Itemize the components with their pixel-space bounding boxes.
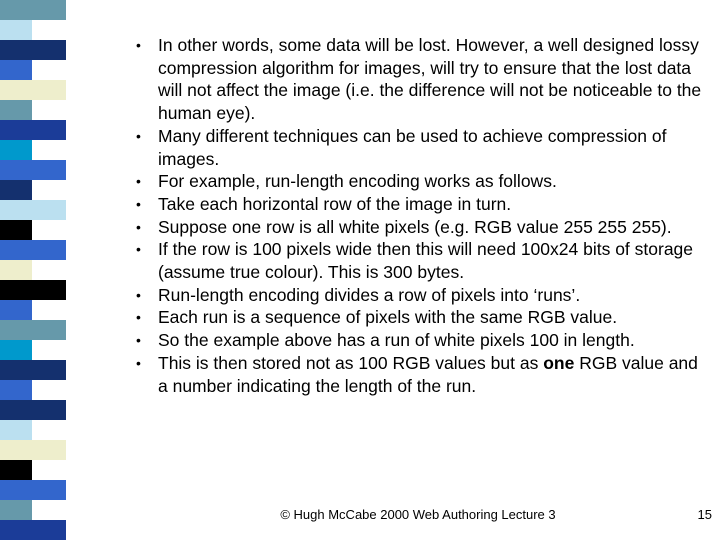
stripe-block — [0, 100, 32, 120]
stripe-segment — [0, 420, 66, 440]
stripe-block — [0, 440, 66, 460]
bullet-text: Many different techniques can be used to achieve compression of images. — [158, 125, 667, 169]
stripe-segment — [0, 80, 66, 100]
bullet-text: In other words, some data will be lost. However, a well designed lossy compression algorithm for images, will try to ensure that the lost data will not affect the image (i.e. the difference will not be noticeable to the human eye). — [158, 35, 702, 124]
stripe-block — [0, 80, 66, 100]
stripe-segment — [0, 200, 66, 220]
stripe-block — [0, 160, 66, 180]
stripe-block — [0, 300, 32, 320]
stripe-segment — [0, 520, 66, 540]
stripe-segment — [0, 300, 66, 320]
stripe-block — [0, 60, 32, 80]
stripe-block — [0, 260, 32, 280]
stripe-block — [0, 400, 66, 420]
bullet-text: So the example above has a run of white pixels 100 in length. — [158, 330, 635, 351]
stripe-segment — [0, 140, 66, 160]
bullet-text: Take each horizontal row of the image in turn. — [158, 193, 512, 214]
bullet-item — [134, 193, 706, 216]
bullet-text: Suppose one row is all white pixels (e.g. RGB value 255 255 255). — [158, 216, 672, 237]
bullet-icon: • — [136, 173, 141, 190]
stripe-segment — [0, 440, 66, 460]
bullet-item — [134, 170, 706, 193]
bullet-icon: • — [136, 195, 141, 212]
bullet-text: If the row is 100 pixels wide then this will need 100x24 bits of storage (assume true colour). This is 300 bytes. — [158, 239, 694, 283]
stripe-block — [0, 20, 32, 40]
bullet-item — [134, 216, 706, 239]
stripe-block — [0, 280, 66, 300]
stripe-block — [0, 240, 66, 260]
bullet-item — [134, 352, 706, 397]
stripe-segment — [0, 40, 66, 60]
bullet-text: Each run is a sequence of pixels with the same RGB value. — [158, 307, 618, 328]
bullet-text: For example, run-length encoding works as follows. — [158, 171, 557, 192]
stripe-segment — [0, 20, 66, 40]
stripe-segment — [0, 100, 66, 120]
bullet-text-before: This is then stored not as 100 RGB values but as — [158, 352, 544, 373]
stripe-block — [0, 460, 32, 480]
bullet-icon: • — [136, 286, 141, 303]
bullet-text: Run-length encoding divides a row of pixels into ‘runs’. — [158, 284, 581, 305]
bullet-item — [134, 125, 706, 170]
stripe-segment — [0, 60, 66, 80]
stripe-block — [0, 420, 32, 440]
bullet-item — [134, 306, 706, 329]
bullet-icon: • — [136, 332, 141, 349]
stripe-block — [0, 180, 32, 200]
stripe-segment — [0, 460, 66, 480]
stripe-segment — [0, 180, 66, 200]
bullet-item — [134, 329, 706, 352]
stripe-block — [0, 360, 66, 380]
stripe-segment — [0, 400, 66, 420]
stripe-segment — [0, 120, 66, 140]
stripe-block — [0, 380, 32, 400]
stripe-segment — [0, 220, 66, 240]
slide-bullet-list — [134, 34, 706, 397]
stripe-block — [0, 140, 32, 160]
stripe-segment — [0, 240, 66, 260]
page-number: 15 — [697, 507, 712, 522]
bullet-item — [134, 284, 706, 307]
stripe-block — [0, 120, 66, 140]
bullet-icon: • — [136, 309, 141, 326]
bullet-icon: • — [136, 37, 141, 53]
stripe-segment — [0, 380, 66, 400]
bullet-item — [134, 238, 706, 283]
stripe-block — [0, 220, 32, 240]
stripe-segment — [0, 260, 66, 280]
stripe-block — [0, 0, 66, 20]
stripe-segment — [0, 320, 66, 340]
bullet-icon: • — [136, 354, 141, 371]
bullet-text-after: RGB value and a number indicating the length of the run. — [158, 352, 698, 396]
bullet-text-emphasis: one — [543, 352, 575, 373]
stripe-block — [0, 200, 66, 220]
stripe-segment — [0, 340, 66, 360]
stripe-block — [0, 520, 66, 540]
stripe-segment — [0, 160, 66, 180]
bullet-icon: • — [136, 218, 141, 235]
footer-credit: © Hugh McCabe 2000 Web Authoring Lecture 3 — [280, 507, 556, 522]
stripe-block — [0, 320, 66, 340]
stripe-block — [0, 340, 32, 360]
stripe-segment — [0, 0, 66, 20]
stripe-segment — [0, 360, 66, 380]
stripe-block — [0, 40, 66, 60]
bullet-icon: • — [136, 127, 141, 144]
stripe-segment — [0, 280, 66, 300]
bullet-item — [134, 34, 706, 125]
stripe-block — [0, 480, 66, 500]
bullet-icon: • — [136, 241, 141, 258]
stripe-segment — [0, 480, 66, 500]
decorative-stripe — [0, 0, 66, 540]
